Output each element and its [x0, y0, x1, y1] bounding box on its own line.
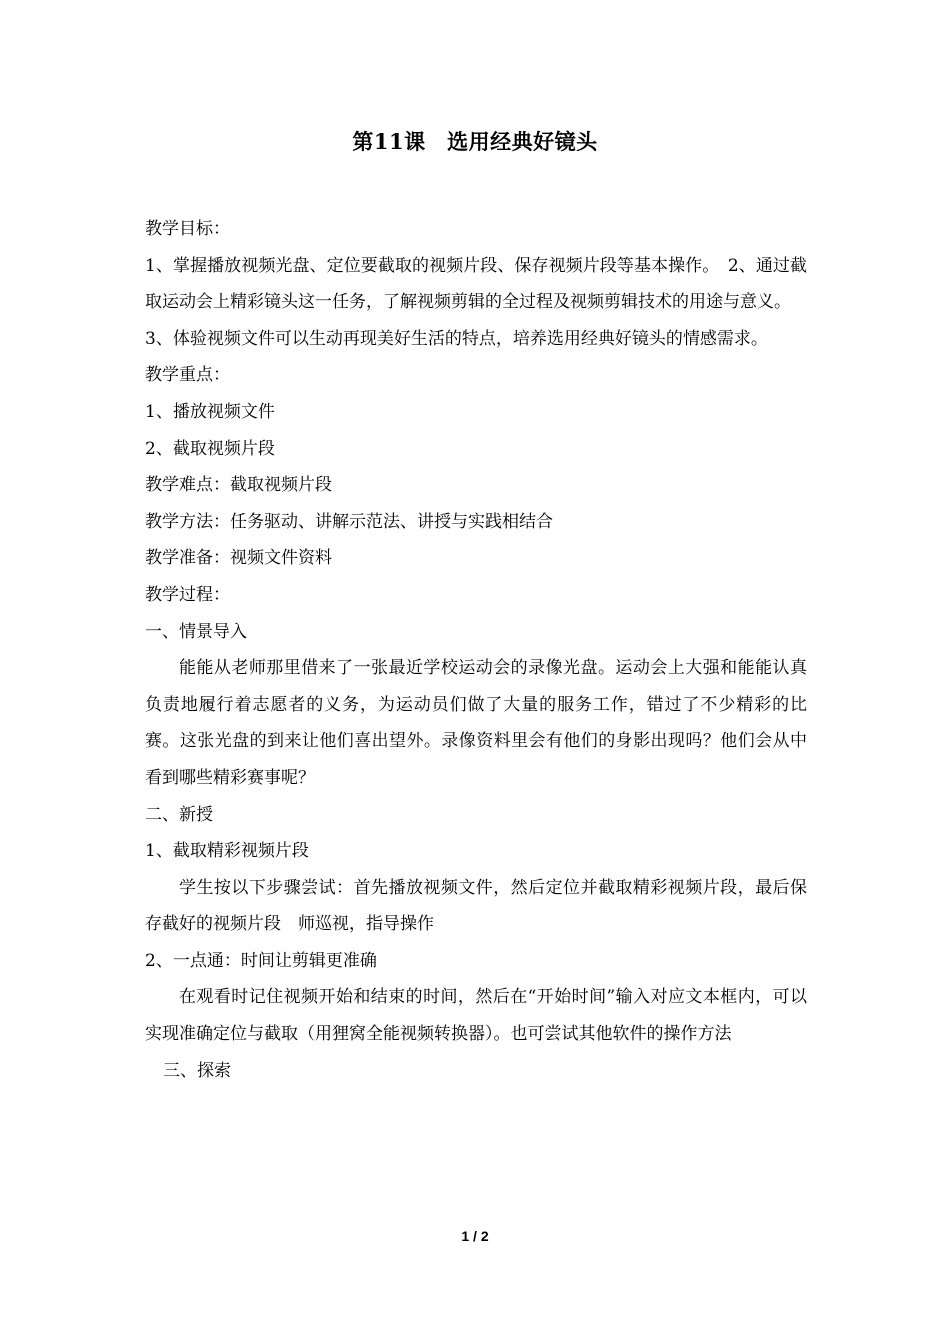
page-number: 1 / 2 — [461, 1228, 489, 1244]
preparation-line: 教学准备：视频文件资料 — [145, 548, 332, 569]
section-heading-objectives: 教学目标： — [145, 219, 230, 239]
step-heading: 2、一点通：时间让剪辑更准确 — [145, 950, 377, 971]
subsection-heading: 三、探索 — [163, 1060, 231, 1081]
page-title: 第11课 选用经典好镜头 — [352, 129, 598, 154]
objective-item: 3、体验视频文件可以生动再现美好生活的特点，培养选用经典好镜头的情感需求。 — [145, 328, 768, 349]
subsection-heading: 二、新授 — [145, 804, 213, 825]
objective-item: 1、掌握播放视频光盘、定位要截取的视频片段、保存视频片段等基本操作。 2、通过截取运动会上精彩镜头这一任务，了解视频剪辑的全过程及视频剪辑技术的用途与意义。 — [145, 255, 807, 313]
difficulty-line: 教学难点：截取视频片段 — [145, 475, 332, 496]
body-paragraph: 学生按以下步骤尝试：首先播放视频文件，然后定位并截取精彩视频片段，最后保存截好的视频片段 师巡视，指导操作 — [145, 877, 807, 935]
subsection-heading: 一、情景导入 — [145, 621, 247, 642]
body-paragraph: 在观看时记住视频开始和结束的时间，然后在“开始时间”输入对应文本框内，可以实现准确定位与截取（用狸窝全能视频转换器）。也可尝试其他软件的操作方法 — [145, 987, 807, 1045]
method-line: 教学方法：任务驱动、讲解示范法、讲授与实践相结合 — [145, 511, 553, 532]
section-heading-key-points: 教学重点： — [145, 365, 230, 386]
section-heading-process: 教学过程： — [145, 584, 230, 605]
key-point-item: 2、截取视频片段 — [145, 438, 275, 459]
step-heading: 1、截取精彩视频片段 — [145, 841, 309, 862]
key-point-item: 1、播放视频文件 — [145, 401, 275, 422]
body-paragraph: 能能从老师那里借来了一张最近学校运动会的录像光盘。运动会上大强和能能认真负责地履行着志愿者的义务，为运动员们做了大量的服务工作，错过了不少精彩的比赛。这张光盘的到来让他们喜出望外。录像资料里会有他们的身影出现吗？他们会从中看到哪些精彩赛事呢？ — [145, 658, 807, 788]
document-body — [145, 211, 807, 1089]
